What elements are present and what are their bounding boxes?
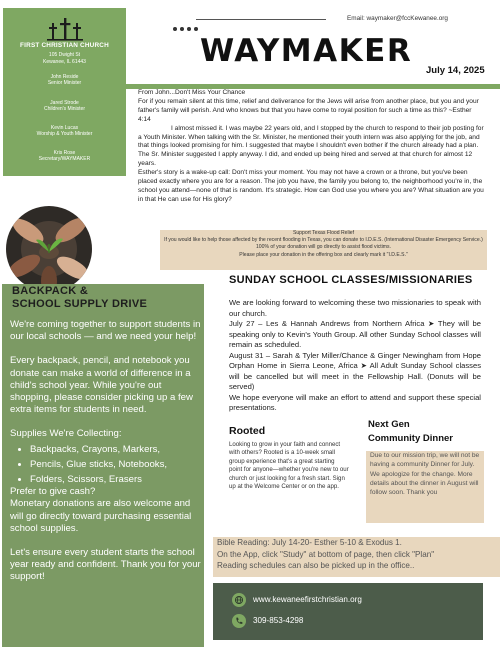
- supply-drive-body: [10, 319, 202, 584]
- staff-role: Children's Minister: [44, 106, 85, 113]
- sunday-school-body: [229, 298, 481, 414]
- next-gen-body: Due to our mission trip, we will not be having a community Dinner for July. We apologize for the change. More details about the dinner in August will follow soon. Thank you: [366, 451, 484, 523]
- staff-name: Kevin Lucas: [50, 125, 79, 131]
- rooted-title: Rooted: [229, 425, 266, 437]
- spacer: [10, 343, 202, 355]
- bible-reading-line: Bible Reading: July 14-20- Esther 5-10 & Exodus 1.: [217, 538, 402, 547]
- bible-reading-line: Reading schedules can also be picked up in the office..: [217, 561, 415, 570]
- staff-role: Secretary/WAYMAKER: [38, 156, 91, 163]
- decorative-dots: [173, 18, 201, 36]
- spacer: [10, 416, 202, 428]
- article-scripture: For if you remain silent at this time, relief and deliverance for the Jews will arise from another place, but you and your father's family will perish. And who knows but that you have come to royal position for such a time as this? ~Esther 4:14: [138, 97, 479, 123]
- contact-footer: [213, 583, 483, 640]
- newsletter-title: WAYMAKER: [200, 33, 413, 69]
- flood-title: Support Texas Flood Relief: [292, 230, 355, 236]
- next-gen-title-line: Next Gen: [368, 419, 410, 430]
- list-item: • Backpacks, Crayons, Markers,: [30, 444, 202, 456]
- staff-entry: [3, 150, 126, 162]
- article-paragraph: I almost missed it. I was maybe 22 years old, and I stopped by the church to respond to their job posting for a Youth Minister. When talking with the Sr. Minister, he mentioned their youth intern was also applying for the job, and that things looked promising for him. I suggested that maybe I shouldn't even bother if the church already had a plan. The Sr. Minister suggested I apply anyway. I did, and ended up being hired and served at that church for almost 12 years.: [138, 124, 484, 168]
- staff-entry: [3, 125, 126, 137]
- phone-number[interactable]: 309-853-4298: [253, 616, 304, 625]
- supply-paragraph: Monetary donations are also welcome and will go directly toward purchasing essential school supplies.: [10, 498, 192, 534]
- church-address-city: Kewanee, IL 61443: [43, 59, 86, 65]
- globe-icon: [232, 593, 246, 607]
- list-item: • Pencils, Glue sticks, Notebooks,: [30, 459, 202, 471]
- supply-paragraph: We're coming together to support students in our local schools — and we need your help!: [10, 319, 201, 343]
- supply-drive-title: [12, 285, 147, 312]
- staff-role: Worship & Youth Minister: [36, 131, 93, 138]
- spacer: [10, 535, 202, 547]
- church-address-street: 105 Dwight St: [48, 52, 81, 58]
- next-gen-title: [368, 418, 453, 446]
- contact-email: Email: waymaker@fccKewanee.org: [347, 15, 448, 22]
- flood-relief-notice: [160, 230, 487, 270]
- supply-paragraph: Every backpack, pencil, and notebook you donate can make a world of difference in a child's school year. While you're out shopping, please consider picking up a few extra items for students in need.: [10, 355, 193, 416]
- staff-name: Jared Strode: [50, 100, 79, 106]
- minister-article: [138, 89, 486, 205]
- bible-reading-box: [213, 537, 500, 577]
- next-gen-title-line: Community Dinner: [368, 433, 453, 444]
- church-name: FIRST CHRISTIAN CHURCH: [20, 42, 109, 49]
- phone-icon: [232, 614, 246, 628]
- supply-drive-panel: [2, 284, 204, 647]
- list-item: • Folders, Scissors, Erasers: [30, 474, 202, 486]
- ss-paragraph: July 27 – Les & Hannah Andrews from Northern Africa ➤ They will be speaking only to Kevin's Youth Group. All other Sunday School classes will remain as scheduled.: [229, 319, 481, 349]
- staff-role: Senior Minister: [47, 80, 82, 87]
- header-rule: [196, 19, 326, 20]
- staff-name: John Reside: [50, 74, 79, 80]
- staff-name: Kris Rose: [53, 150, 76, 156]
- supply-title-line: SCHOOL SUPPLY DRIVE: [12, 298, 148, 311]
- ss-paragraph: We hope everyone will make an effort to attend and support these special presentations.: [229, 392, 481, 412]
- sunday-school-title: SUNDAY SCHOOL CLASSES/MISSIONARIES: [229, 274, 473, 286]
- issue-date: July 14, 2025: [426, 65, 485, 76]
- church-info-sidebar: [3, 8, 126, 176]
- staff-entry: [3, 74, 126, 86]
- bible-reading-line: On the App, click "Study" at bottom of page, then click "Plan": [217, 549, 435, 559]
- hands-photo: [6, 206, 92, 292]
- article-paragraph: Esther's story is a wake-up call: Don't miss your moment. You may not have a crown or a throne, but you've been placed exactly where you are for a reason. The job you have, the family you belong to, the neighborhood you're in, the school you attend—none of that is random. It's strategic. How can God use you where you are? What situation are you in that He can use for His glory?: [138, 169, 484, 203]
- website-link[interactable]: www.kewaneefirstchristian.org: [253, 595, 362, 604]
- flood-text: 100% of your donation will go directly to assist flood victims.: [255, 244, 392, 251]
- collecting-label: Supplies We're Collecting:: [10, 428, 122, 440]
- rooted-body: Looking to grow in your faith and connect with others? Rooted is a 10-week small group experience that's a great starting point for anyone—whether you're new to our church or just looking for a fresh start. Sign up at the Welcome Center or on the app.: [229, 441, 349, 491]
- ss-paragraph: We are looking forward to welcoming these two missionaries to speak with our church.: [229, 298, 481, 318]
- supply-list: [10, 444, 202, 487]
- ss-paragraph: August 31 – Sarah & Tyler Miller/Chance & Ginger Newingham from Hope Orphan Home in Sierra Leone, Africa ➤ All Adult Sunday School classes will be cancelled but will meet in the Fellowship Hall. (Donuts will be served): [229, 350, 481, 391]
- staff-entry: [3, 100, 126, 112]
- flood-text: If you would like to help those affected by the recent flooding in Texas, you can donate to I.D.E.S. (International Disaster Emergency Service.): [164, 237, 483, 244]
- cash-question: Prefer to give cash?: [10, 486, 96, 498]
- supply-title-line: BACKPACK &: [12, 285, 89, 297]
- three-crosses-logo: [47, 17, 83, 41]
- supply-closing: Let's ensure every student starts the school year ready and confident. Thank you for your support!: [10, 547, 201, 583]
- article-heading: From John...Don't Miss Your Chance: [138, 89, 246, 96]
- flood-text: Please place your donation in the offering box and clearly mark it "I.D.E.S.": [239, 251, 408, 258]
